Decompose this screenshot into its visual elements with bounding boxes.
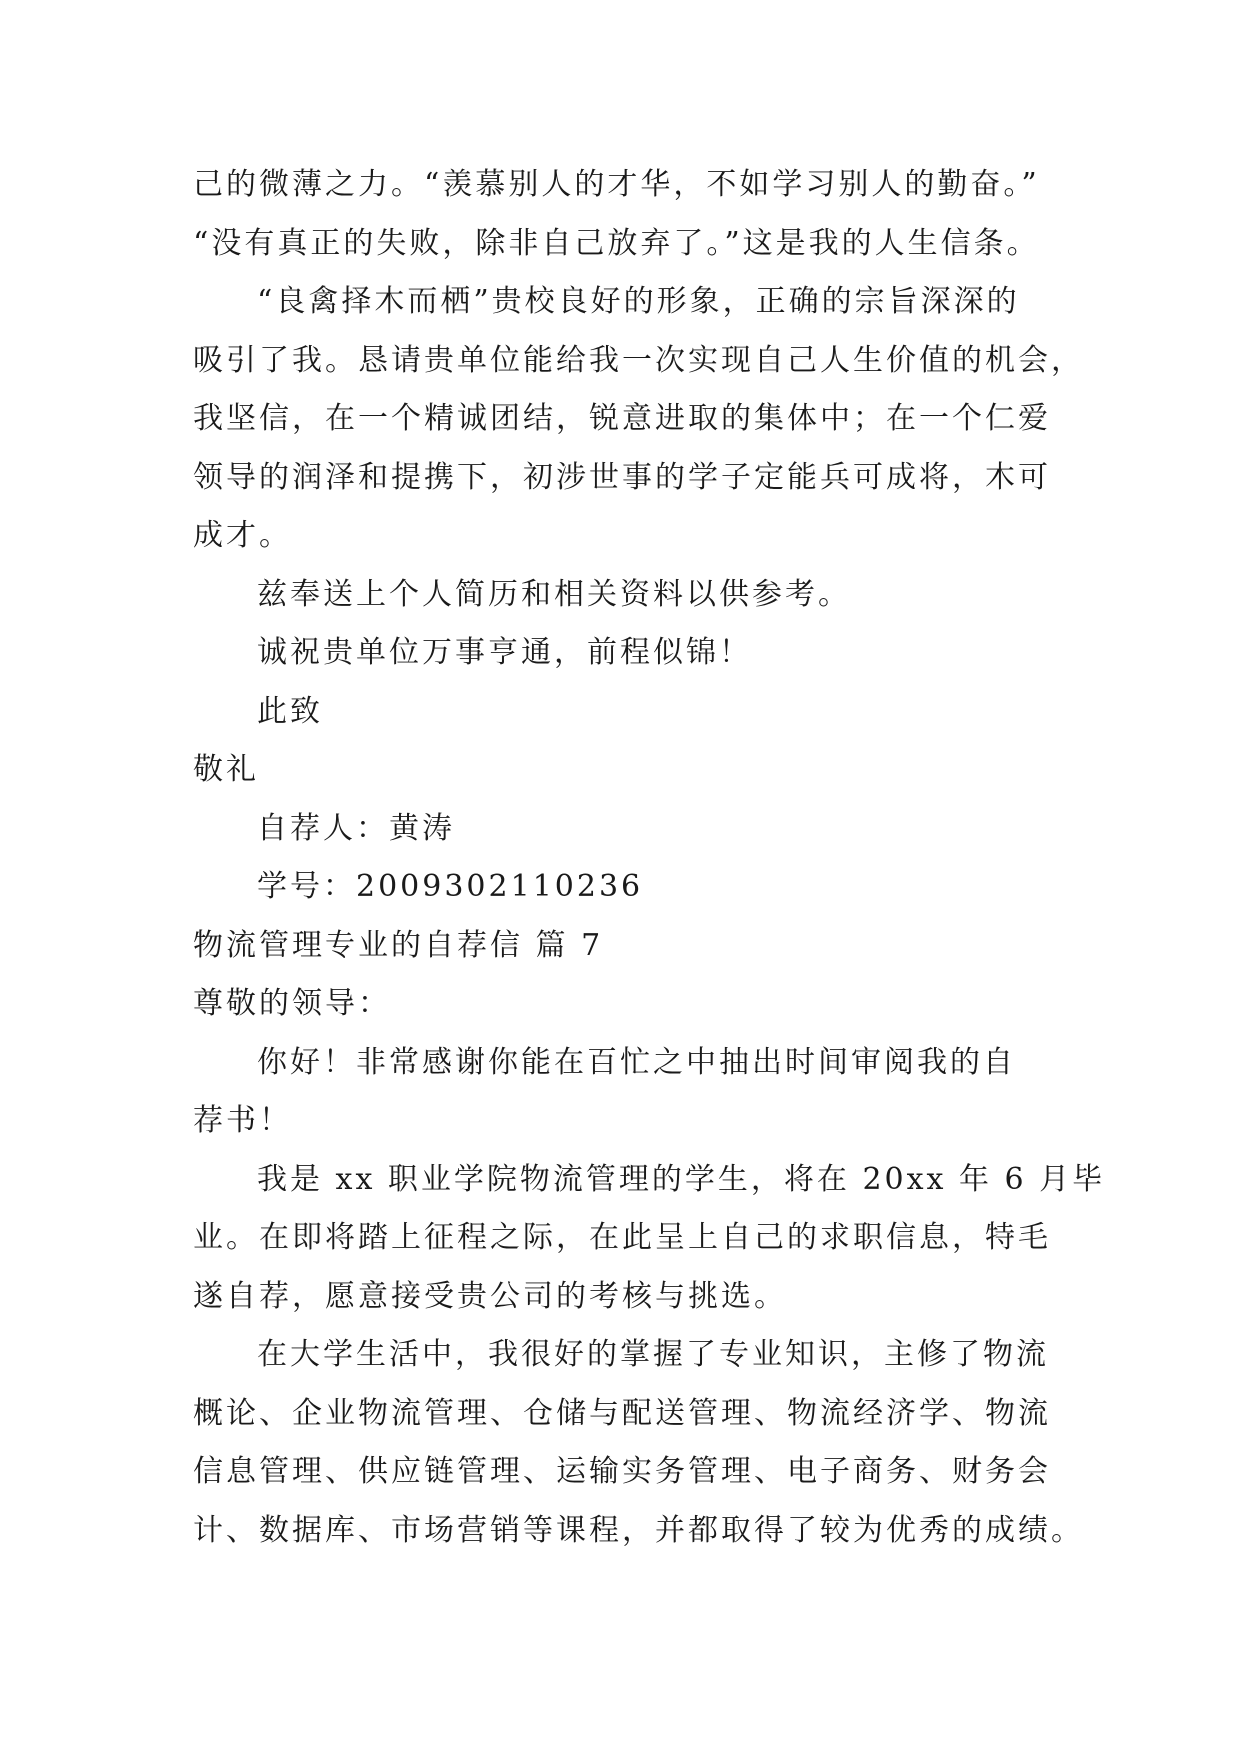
text-line: 诚祝贵单位万事亨通，前程似锦！ bbox=[257, 635, 752, 670]
text-line: 我是 xx 职业学院物流管理的学生，将在 20xx 年 6 月毕 bbox=[257, 1161, 1106, 1197]
text-line: “良禽择木而栖”贵校良好的形象，正确的宗旨深深的 bbox=[257, 284, 1020, 319]
text-line: 概论、企业物流管理、仓储与配送管理、物流经济学、物流 bbox=[193, 1395, 1051, 1431]
text-line: 领导的润泽和提携下，初涉世事的学子定能兵可成将，木可 bbox=[193, 459, 1051, 495]
closing-salutation: 此致 bbox=[257, 693, 323, 729]
document-body bbox=[193, 156, 1106, 1560]
signature-student-id: 学号：2009302110236 bbox=[257, 869, 644, 904]
text-line: 在大学生活中，我很好的掌握了专业知识，主修了物流 bbox=[257, 1337, 1049, 1372]
text-line: 你好！非常感谢你能在百忙之中抽出时间审阅我的自 bbox=[257, 1044, 1016, 1080]
section-heading: 物流管理专业的自荐信 篇 7 bbox=[193, 927, 604, 963]
text-line: 我坚信，在一个精诚团结，锐意进取的集体中；在一个仁爱 bbox=[193, 401, 1051, 436]
text-line: 荐书！ bbox=[193, 1103, 292, 1138]
text-line: 成才。 bbox=[193, 518, 292, 553]
text-line: 遂自荐，愿意接受贵公司的考核与挑选。 bbox=[193, 1278, 787, 1314]
signature-name: 自荐人：黄涛 bbox=[257, 810, 455, 846]
text-line: 计、数据库、市场营销等课程，并都取得了较为优秀的成绩。 bbox=[193, 1512, 1084, 1548]
greeting: 尊敬的领导： bbox=[193, 986, 391, 1021]
text-line: “没有真正的失败，除非自己放弃了。”这是我的人生信条。 bbox=[193, 225, 1040, 261]
text-line: 吸引了我。恳请贵单位能给我一次实现自己人生价值的机会， bbox=[193, 342, 1084, 378]
text-line: 己的微薄之力。“羡慕别人的才华，不如学习别人的勤奋。” bbox=[193, 167, 1040, 202]
text-line: 信息管理、供应链管理、运输实务管理、电子商务、财务会 bbox=[193, 1454, 1051, 1489]
text-line: 兹奉送上个人简历和相关资料以供参考。 bbox=[257, 576, 851, 612]
closing-regards: 敬礼 bbox=[193, 752, 259, 787]
text-line: 业。在即将踏上征程之际，在此呈上自己的求职信息，特毛 bbox=[193, 1220, 1051, 1255]
